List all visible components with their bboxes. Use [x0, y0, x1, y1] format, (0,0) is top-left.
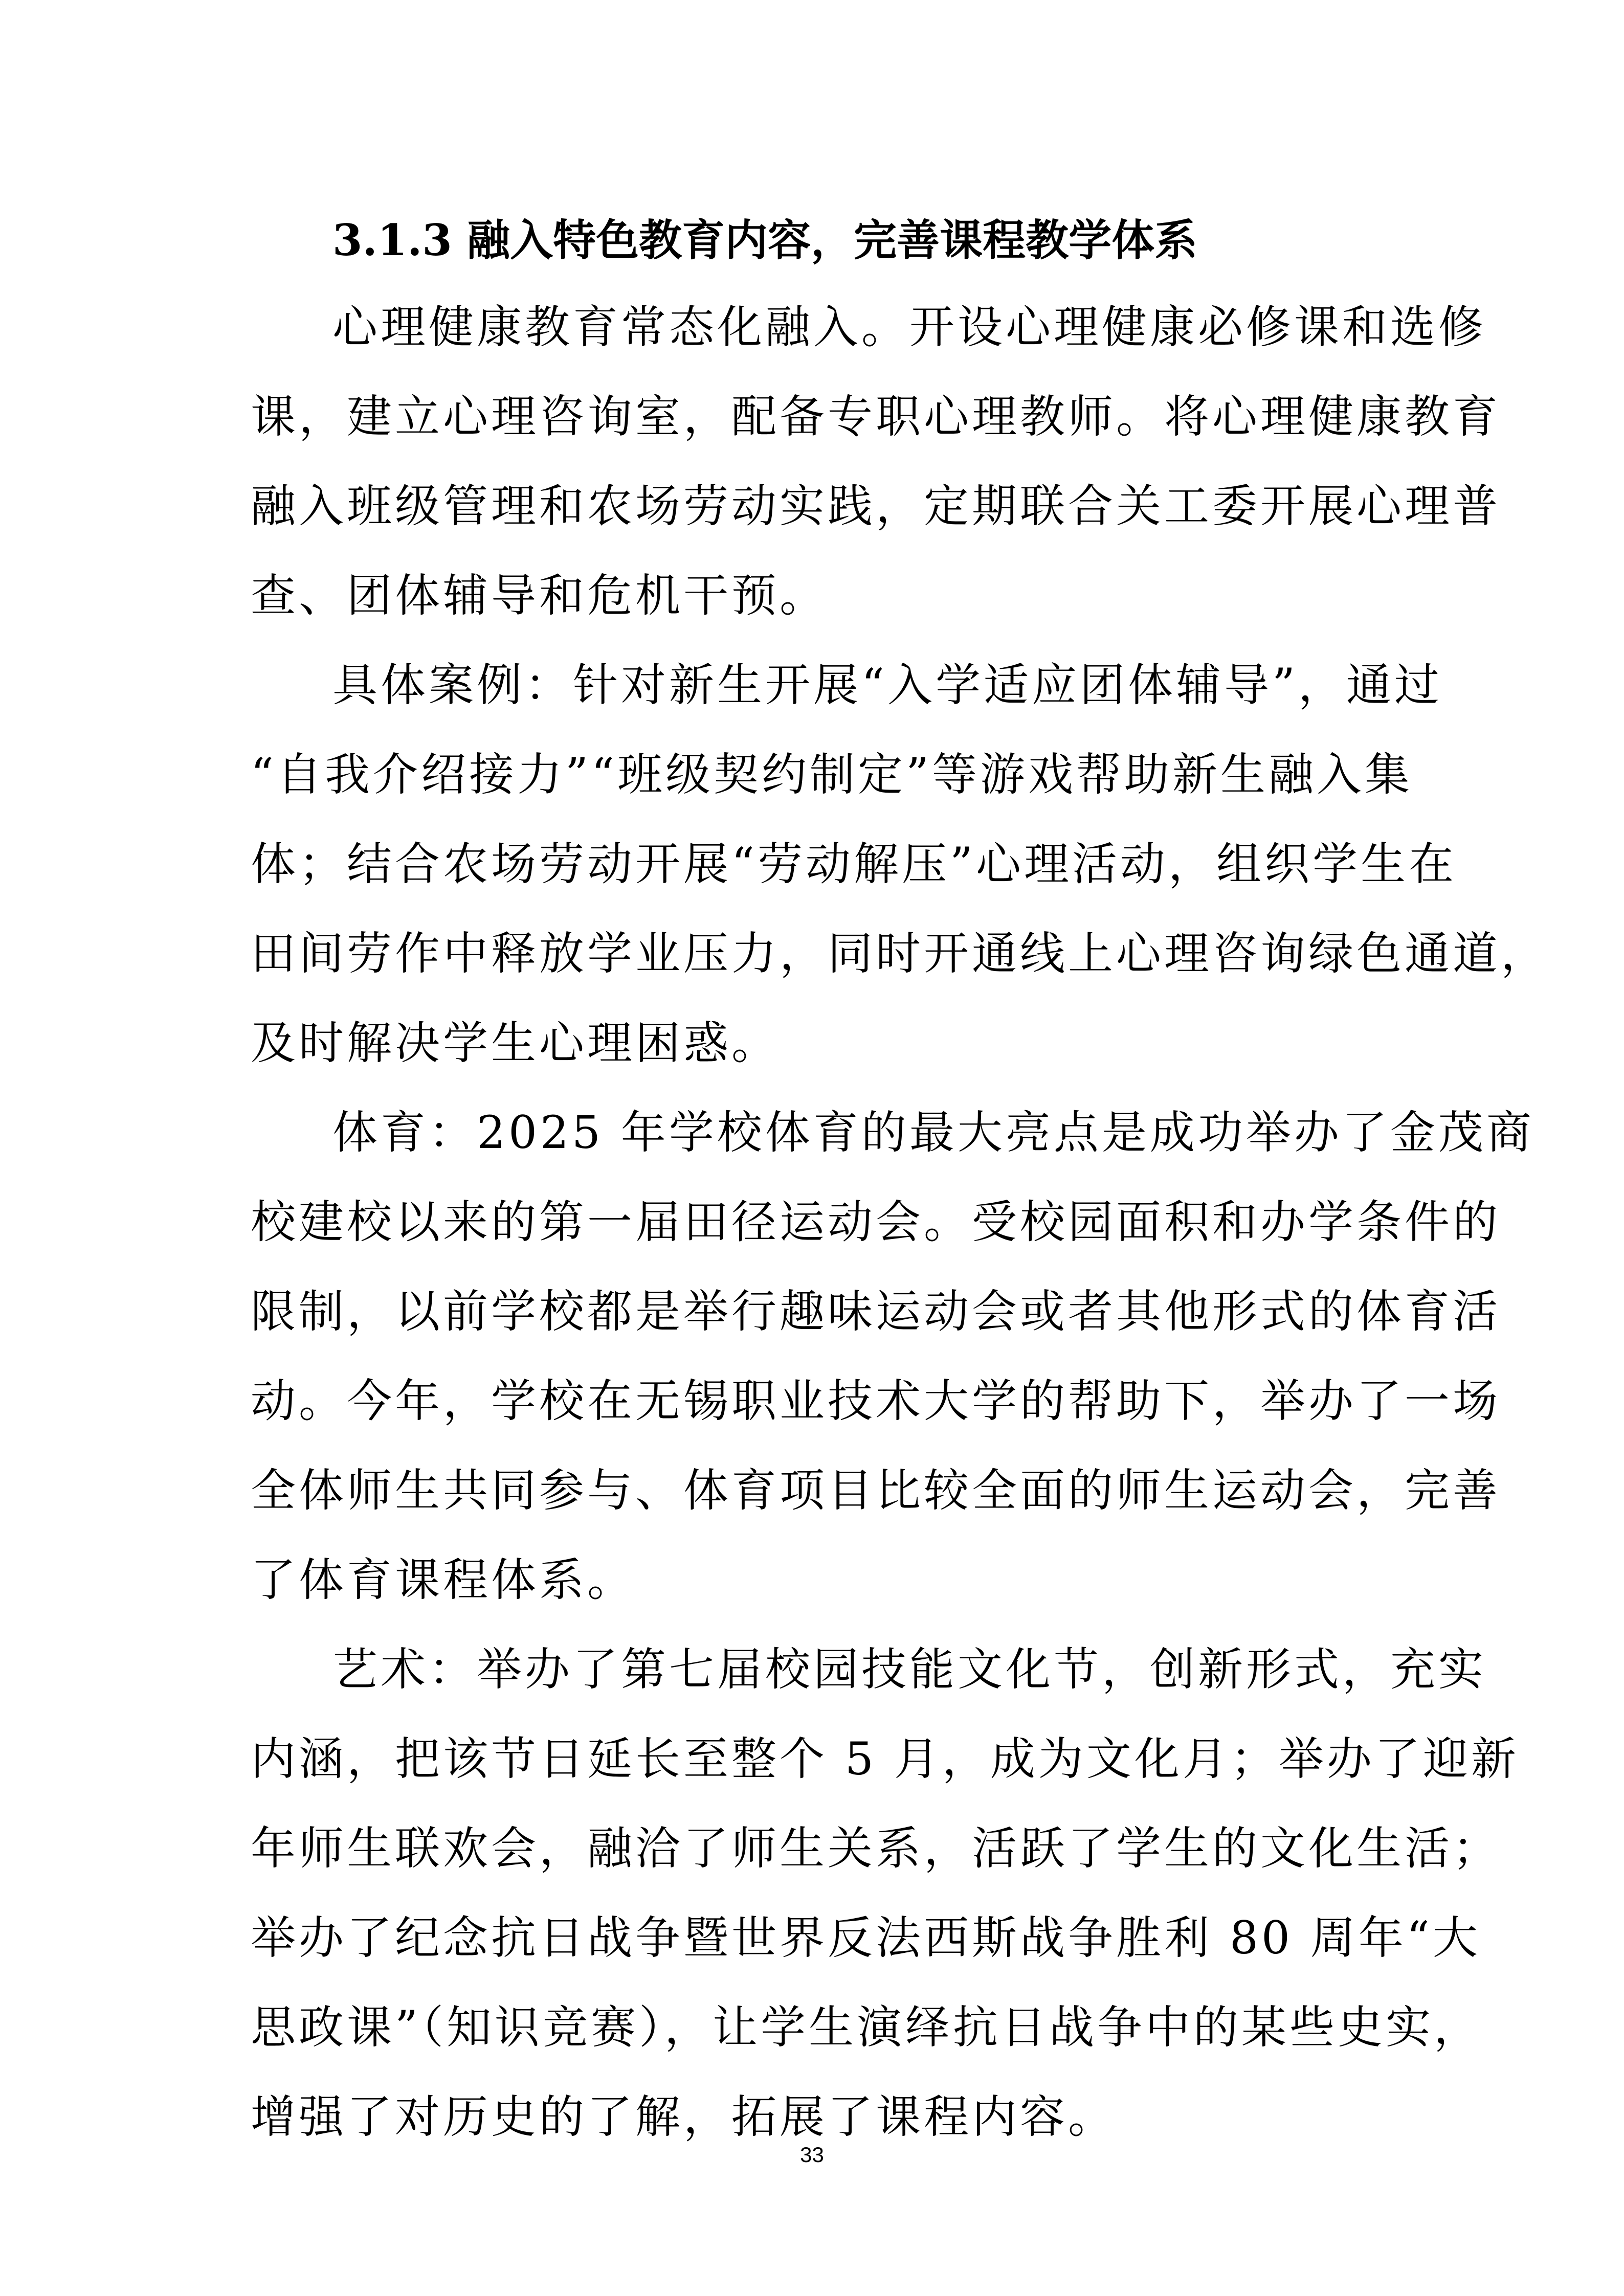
paragraph-sports-line-4: 动。今年，学校在无锡职业技术大学的帮助下，举办了一场 — [251, 1375, 1501, 1427]
paragraph-sports-line-5: 全体师生共同参与、体育项目比较全面的师生运动会，完善 — [251, 1464, 1501, 1517]
paragraph-arts-line-6: 增强了对历史的了解，拓展了课程内容。 — [251, 2090, 1117, 2143]
paragraph-case-line-4: 田间劳作中释放学业压力，同时开通线上心理咨询绿色通道， — [251, 927, 1549, 980]
paragraph-arts-line-5: 思政课”（知识竞赛），让学生演绎抗日战争中的某些史实， — [251, 2001, 1482, 2054]
paragraph-mental-health-line-2: 课，建立心理咨询室，配备专职心理教师。将心理健康教育 — [251, 390, 1501, 443]
paragraph-sports-line-6: 了体育课程体系。 — [251, 1554, 636, 1606]
paragraph-arts-line-2: 内涵，把该节日延长至整个 5 月，成为文化月；举办了迎新 — [251, 1732, 1519, 1785]
paragraph-case-line-2: “自我介绍接力”“班级契约制定”等游戏帮助新生融入集 — [251, 748, 1413, 801]
paragraph-sports-line-3: 限制，以前学校都是举行趣味运动会或者其他形式的体育活 — [251, 1285, 1501, 1338]
paragraph-arts-line-1: 艺术：举办了第七届校园技能文化节，创新形式，充实 — [332, 1643, 1487, 1696]
paragraph-case-line-1: 具体案例：针对新生开展“入学适应团体辅导”，通过 — [332, 659, 1442, 711]
paragraph-case-line-5: 及时解决学生心理困惑。 — [251, 1017, 780, 1069]
section-heading: 3.1.3 融入特色教育内容，完善课程教学体系 — [332, 215, 1198, 265]
paragraph-arts-line-3: 年师生联欢会，融洽了师生关系，活跃了学生的文化生活； — [251, 1822, 1501, 1875]
paragraph-mental-health-line-4: 查、团体辅导和危机干预。 — [251, 569, 828, 622]
page-number: 33 — [800, 2143, 824, 2167]
paragraph-mental-health-line-1: 心理健康教育常态化融入。开设心理健康必修课和选修 — [332, 301, 1487, 353]
paragraph-sports-line-2: 校建校以来的第一届田径运动会。受校园面积和办学条件的 — [251, 1196, 1501, 1248]
paragraph-mental-health-line-3: 融入班级管理和农场劳动实践，定期联合关工委开展心理普 — [251, 480, 1501, 532]
paragraph-sports-line-1: 体育：2025 年学校体育的最大亮点是成功举办了金茂商 — [332, 1106, 1534, 1159]
paragraph-arts-line-4: 举办了纪念抗日战争暨世界反法西斯战争胜利 80 周年“大 — [251, 1911, 1481, 1964]
paragraph-case-line-3: 体；结合农场劳动开展“劳动解压”心理活动，组织学生在 — [251, 838, 1457, 890]
